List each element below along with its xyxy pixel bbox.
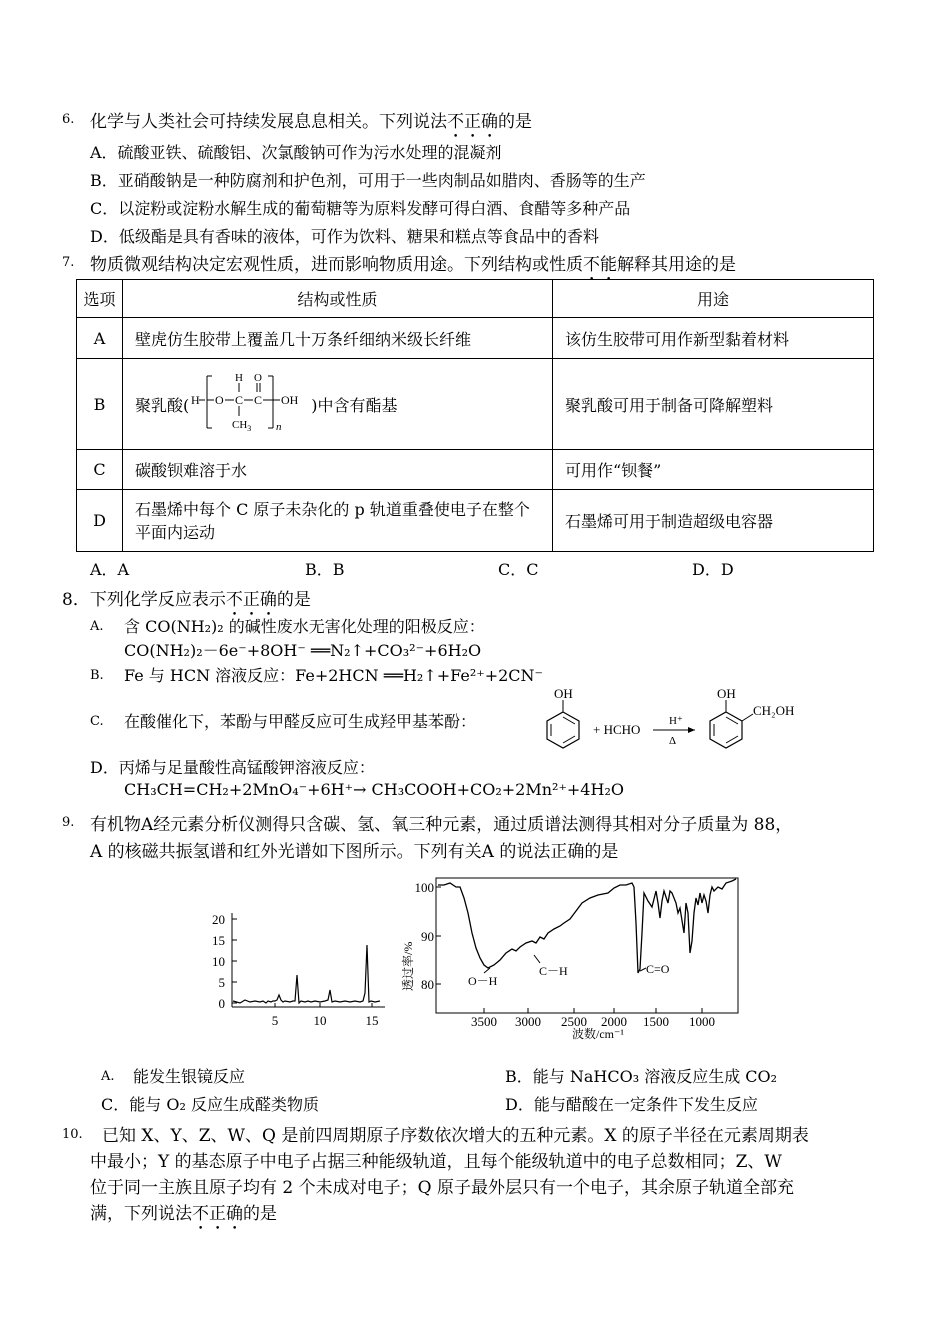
q7-row-b-use: 聚乳酸可用于制备可降解塑料 [553,359,874,450]
q8-stem-emphasis: 不正确 [225,590,277,610]
hydroxymethylphenol-structure [710,686,794,748]
ir-y-tick-label: 90 [421,929,434,944]
q7-header-property: 结构或性质 [123,280,553,318]
ir-spectrum [398,873,743,1043]
q8-b-text: Fe 与 HCN 溶液反应：Fe+2HCN ══H₂↑+Fe²⁺+2CN⁻ [124,666,543,685]
q7-row-c-property: 碳酸钡难溶于水 [123,450,553,490]
q6-option-a: A．硫酸亚铁、硫酸铝、次氯酸钠可作为污水处理的混凝剂 [90,143,502,162]
polymer-h-left: H [191,393,200,407]
q10-line3: 位于同一主族且原子均有 2 个未成对电子；Q 原子最外层只有一个电子，其余原子轨道全部充 [90,1178,794,1198]
phenol-formaldehyde-scheme [535,684,825,754]
q9-a-label: A. [101,1069,115,1084]
q10-line4 [90,1199,277,1234]
q7-row-c-option: C [77,450,123,490]
q9-option-c: C．能与 O₂ 反应生成醛类物质 [101,1095,319,1114]
q7-answer-a: A．A [90,560,130,579]
q8-d-equation: CH₃CH=CH₂+2MnO₄⁻+6H⁺→ CH₃COOH+CO₂+2Mn²⁺+4H₂O [124,780,624,799]
q7-answer-b: B．B [305,560,345,579]
q7-stem-end: 解释其用途的是 [617,255,736,275]
nmr-y-tick-label: 0 [218,996,225,1011]
ir-annotation-ch: C－H [539,964,568,978]
q9-stem-line1: 有机物A经元素分析仪测得只含碳、氢、氧三种元素，通过质谱法测得其相对分子质量为 88， [90,815,793,835]
q6-stem-end: 的是 [498,112,532,132]
q7-row-d-property: 石墨烯中每个 C 原子未杂化的 p 轨道重叠使电子在整个平面内运动 [123,490,553,552]
ir-x-tick-label: 2000 [601,1014,627,1029]
q7-answer-c: C．C [498,560,539,579]
q7-row-d-option: D [77,490,123,552]
q8-c-text: 在酸催化下，苯酚与甲醛反应可生成羟甲基苯酚： [124,712,477,731]
q10-line4-end: 的是 [243,1204,277,1224]
q7-row-a-property: 壁虎仿生胶带上覆盖几十万条纤细纳米级长纤维 [123,318,553,359]
catalyst-label: H⁺ [669,715,683,727]
q6-option-c: C．以淀粉或淀粉水解生成的葡萄糖等为原料发酵可得白酒、食醋等多种产品 [90,199,631,218]
q10-line2: 中最小；Y 的基态原子中电子占据三种能级轨道，且每个能级轨道中的电子总数相同；Z、W [90,1152,782,1172]
q7-number: 7. [62,255,75,270]
q6-stem-text: 化学与人类社会可持续发展息息相关。下列说法 [90,112,447,132]
q8-a-text: 含 CO(NH₂)₂ 的碱性废水无害化处理的阳极反应： [124,617,485,636]
phenol-oh-label: OH [554,686,573,701]
q8-number: 8． [62,590,90,610]
q7-row-c-use: 可用作“钡餐” [553,450,874,490]
nmr-x-tick-label: 15 [365,1013,379,1028]
q8-c-label: C. [90,714,104,729]
q8-stem-end: 的是 [276,590,311,610]
q7-row-c [77,450,874,490]
nmr-trace [233,945,380,1003]
polymer-ch3: $CH_3$ [232,419,252,433]
polymer-h-top: H [235,372,244,384]
heat-label: Δ [669,735,677,747]
q8-stem-text: 下列化学反应表示 [89,590,226,610]
ir-annotation-co: C=O [646,962,670,976]
q10-line4-text: 满，下列说法 [90,1204,192,1224]
nmr-x-tick-label: 10 [313,1013,327,1028]
ch2oh-label: CH₂OH [753,703,795,718]
q7-row-b-option: B [77,359,123,450]
q6-option-b: B．亚硝酸钠是一种防腐剂和护色剂，可用于一些肉制品如腊肉、香肠等的生产 [90,171,646,190]
q7-table [76,279,874,552]
q7-row-a [77,318,874,359]
phenol-structure [547,686,579,748]
ir-trace [438,879,736,973]
polylactic-acid-structure [189,368,311,440]
q7-answer-d: D．D [692,560,734,579]
q7-row-a-use: 该仿生胶带可用作新型黏着材料 [553,318,874,359]
polymer-n: n [276,421,282,433]
q8-a-label: A. [90,619,104,634]
nmr-spectrum [205,905,390,1030]
q7-row-d-use: 石墨烯可用于制造超级电容器 [553,490,874,552]
nmr-x-tick-label: 5 [271,1013,279,1028]
q10-line1: 已知 X、Y、Z、W、Q 是前四周期原子序数依次增大的五种元素。X 的原子半径在元素周期表 [102,1126,809,1146]
ir-x-tick-label: 2500 [561,1014,587,1029]
q7-row-b-prop-pre: 聚乳酸( [135,395,190,415]
q7-stem-text: 物质微观结构决定宏观性质，进而影响物质用途。下列结构或性质 [90,255,583,275]
ir-x-tick-label: 3500 [471,1014,497,1029]
q10-number: 10. [62,1127,83,1142]
ir-x-tick-label: 1000 [689,1014,715,1029]
nmr-y-tick-label: 20 [212,912,225,927]
q9-number: 9. [62,815,75,830]
ir-y-tick-label: 80 [421,977,434,992]
q7-header-row [77,280,874,318]
q7-stem-emphasis: 不能 [583,255,617,275]
polymer-c-carbonyl: C [254,393,263,407]
q9-stem-line2: A 的核磁共振氢谱和红外光谱如下图所示。下列有关A 的说法正确的是 [90,842,619,862]
q6-number: 6. [62,112,75,127]
q8-b-label: B. [90,668,104,683]
q7-row-d [77,490,874,552]
q6-stem [90,107,532,142]
q7-row-b-property [123,359,553,450]
plus-hcho-label: + HCHO [593,722,641,737]
q7-row-a-option: A [77,318,123,359]
q8-d-text: D．丙烯与足量酸性高锰酸钾溶液反应： [90,758,375,777]
polymer-o-carbonyl: O [254,372,263,384]
q9-a-text: 能发生银镜反应 [133,1067,246,1086]
product-oh-label: OH [717,686,736,701]
ir-y-tick-label: 100 [414,880,434,895]
polymer-c-alpha: C [235,393,244,407]
ir-x-label: 波数/cm⁻¹ [572,1027,624,1041]
ir-annotation-oh: O－H [468,974,498,988]
polymer-o-ester: O [215,393,224,407]
q7-header-use: 用途 [553,280,874,318]
q7-row-b-prop-post: )中含有酯基 [311,395,398,415]
ir-y-label: 透过率/% [401,941,415,991]
q8-a-equation: CO(NH₂)₂－6e⁻+8OH⁻ ══N₂↑+CO₃²⁻+6H₂O [124,641,482,660]
q6-stem-emphasis: 不正确 [447,112,498,132]
nmr-y-tick-label: 15 [212,933,225,948]
q9-option-d: D．能与醋酸在一定条件下发生反应 [505,1095,758,1114]
q10-emphasis: 不正确 [192,1204,243,1224]
nmr-y-tick-label: 10 [212,954,225,969]
ir-frame [436,878,738,1013]
ir-x-tick-label: 3000 [515,1014,541,1029]
polymer-oh: OH [281,393,299,407]
q9-option-b: B．能与 NaHCO₃ 溶液反应生成 CO₂ [505,1067,778,1086]
q6-option-d: D．低级酯是具有香味的液体，可作为饮料、糖果和糕点等食品中的香料 [90,227,599,246]
q7-row-b [77,359,874,450]
q7-header-option: 选项 [77,280,123,318]
nmr-y-tick-label: 5 [218,975,225,990]
ir-x-tick-label: 1500 [643,1014,669,1029]
